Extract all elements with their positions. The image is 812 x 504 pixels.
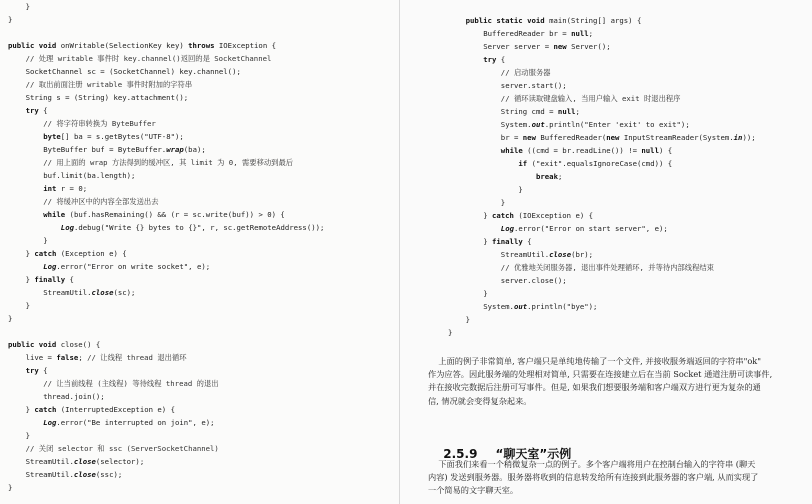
code-comment: // 取出前面注册 writable 事件时附加的字符串 xyxy=(25,80,193,89)
code-line xyxy=(0,143,399,156)
code-line xyxy=(0,481,399,494)
code-line xyxy=(400,144,812,157)
code-token: out xyxy=(531,120,545,129)
code-line xyxy=(0,247,399,260)
code-line xyxy=(0,312,399,325)
code-token: } xyxy=(25,431,30,440)
code-line xyxy=(0,208,399,221)
code-token: { xyxy=(43,366,48,375)
code-line xyxy=(400,261,812,274)
code-keyword: if xyxy=(518,159,532,168)
code-token: (ba); xyxy=(183,145,206,154)
code-line xyxy=(400,40,812,53)
code-line xyxy=(400,27,812,40)
code-token: System. xyxy=(483,302,514,311)
code-token: r = 0; xyxy=(60,184,88,193)
code-keyword: null xyxy=(571,29,589,38)
code-token: } xyxy=(25,2,30,11)
code-token: (InterruptedException e) { xyxy=(60,405,175,414)
code-line xyxy=(0,65,399,78)
code-line xyxy=(0,416,399,429)
code-line xyxy=(0,338,399,351)
code-token: ; xyxy=(557,172,563,181)
code-keyword: null xyxy=(557,107,576,116)
code-token: close xyxy=(73,470,96,479)
code-token: .error("Error on start server", e); xyxy=(513,224,668,233)
code-token: } xyxy=(43,236,48,245)
code-token: } xyxy=(518,185,523,194)
code-token: Server server = xyxy=(483,42,554,51)
paragraph-line: 内容) 发送到服务器。服务器将收到的信息转发给所有连接到此服务器的客户端, 从而实现了 xyxy=(428,472,759,483)
code-token: } xyxy=(483,289,488,298)
code-token: } xyxy=(465,315,470,324)
code-line xyxy=(400,196,812,209)
code-line xyxy=(0,468,399,481)
code-token: buf.limit(ba.length); xyxy=(43,171,136,180)
code-comment: // 优雅地关闭服务器, 退出事件处理循环, 并等待内部线程结束 xyxy=(500,263,714,272)
code-token: close xyxy=(549,250,572,259)
code-line xyxy=(0,104,399,117)
code-token: (buf.hasRemaining() && (r = sc.write(buf)) > 0) { xyxy=(69,210,285,219)
code-token: Log xyxy=(43,262,57,271)
code-token: Server(); xyxy=(571,42,611,51)
code-token: } xyxy=(25,249,35,258)
code-line xyxy=(0,273,399,286)
code-keyword: catch xyxy=(491,211,519,220)
code-line xyxy=(400,14,812,27)
code-keyword: false xyxy=(56,353,79,362)
paragraph-line: 上面的例子非常简单, 客户端只是单纯地传输了一个文件, 并接收服务端返回的字符串"ok" xyxy=(428,356,761,366)
code-token: BufferedReader( xyxy=(540,133,607,142)
code-token: .error("Be interrupted on join", e); xyxy=(56,418,215,427)
code-line xyxy=(400,157,812,170)
code-token: ByteBuffer buf = ByteBuffer. xyxy=(43,145,167,154)
code-token: } xyxy=(448,328,453,337)
code-line xyxy=(0,364,399,377)
code-keyword: try xyxy=(25,106,44,115)
code-token: .error("Error on write socket", e); xyxy=(56,262,211,271)
code-token: String cmd = xyxy=(500,107,558,116)
code-token: out xyxy=(513,302,528,311)
code-token: server.start(); xyxy=(500,81,567,90)
code-token: String s = (String) key.attachment(); xyxy=(25,93,189,102)
code-line xyxy=(0,390,399,403)
code-line xyxy=(0,91,399,104)
code-token: in xyxy=(733,133,743,142)
section-title: “聊天室”示例 xyxy=(495,447,572,461)
code-keyword: catch xyxy=(34,405,61,414)
code-token: } xyxy=(25,275,35,284)
paragraph-line: 下面我们来看一个稍微复杂一点的例子。多个客户端将用户在控制台输入的字符串 (聊天 xyxy=(428,459,756,469)
code-line xyxy=(400,209,812,222)
code-token: Log xyxy=(500,224,514,233)
code-line xyxy=(400,287,812,300)
code-token: ("exit".equalsIgnoreCase(cmd)) { xyxy=(531,159,673,168)
code-token: { xyxy=(500,55,506,64)
code-token: } xyxy=(483,237,492,246)
code-token: } xyxy=(25,405,35,414)
code-keyword: new xyxy=(606,133,624,142)
code-line xyxy=(0,39,399,52)
code-line xyxy=(400,326,812,339)
code-token: close xyxy=(73,457,96,466)
code-line xyxy=(0,351,399,364)
code-line xyxy=(0,455,399,468)
code-token: StreamUtil. xyxy=(43,288,92,297)
code-keyword: finally xyxy=(34,275,70,284)
code-token: thread.join(); xyxy=(43,392,105,401)
right-code-listing xyxy=(400,14,812,339)
code-token: ; xyxy=(588,29,594,38)
code-keyword: new xyxy=(553,42,572,51)
code-token: Log xyxy=(43,418,57,427)
code-line xyxy=(0,377,399,390)
code-token: .println("Enter 'exit' to exit"); xyxy=(544,120,690,129)
code-line xyxy=(400,183,812,196)
paragraph-line: 信, 情况就会变得复杂起来。 xyxy=(428,395,532,406)
code-token: } xyxy=(8,314,13,323)
code-keyword: int xyxy=(43,184,61,193)
right-page xyxy=(400,0,812,504)
code-keyword: break xyxy=(536,172,558,181)
code-token: { xyxy=(527,237,532,246)
code-line xyxy=(0,26,399,39)
code-token: (Exception e) { xyxy=(60,249,127,258)
code-line xyxy=(0,13,399,26)
code-line xyxy=(0,156,399,169)
code-token: StreamUtil. xyxy=(25,457,74,466)
code-line xyxy=(0,260,399,273)
code-token: StreamUtil. xyxy=(25,470,74,479)
code-line xyxy=(0,403,399,416)
code-comment: // 将字符串转换为 ByteBuffer xyxy=(43,119,156,128)
code-token: ; xyxy=(78,353,88,362)
code-token: } xyxy=(8,483,13,492)
paragraph-line: 并在接收完数据后注册可写事件。但是, 如果我们想要服务端和客户端双方进行更为复杂的通 xyxy=(428,382,761,393)
code-token: } xyxy=(8,15,13,24)
code-token: } xyxy=(500,198,506,207)
code-token: .debug("Write {} bytes to {}", r, sc.getRemoteAddress()); xyxy=(73,223,325,232)
code-line xyxy=(0,169,399,182)
code-token: onWritable(SelectionKey key) xyxy=(60,41,189,50)
code-token: ; xyxy=(575,107,580,116)
code-keyword: new xyxy=(522,133,541,142)
code-comment: // 启动服务器 xyxy=(500,68,551,77)
code-keyword: public static void xyxy=(465,16,550,25)
code-keyword: byte xyxy=(43,132,61,141)
code-line xyxy=(400,274,812,287)
code-line xyxy=(400,53,812,66)
code-keyword: public void xyxy=(8,41,61,50)
paragraph-line: 作为应答。因此服务端的处理相对简单, 只需要在连接建立后在当前 Socket 通道注册可读事件, xyxy=(428,369,773,380)
code-token: IOException { xyxy=(218,41,277,50)
code-token: (sc); xyxy=(113,288,136,297)
code-token: ((cmd = br.readLine()) != xyxy=(527,146,642,155)
code-line xyxy=(400,131,812,144)
code-token: } xyxy=(25,301,30,310)
code-line xyxy=(0,117,399,130)
code-keyword: throws xyxy=(188,41,219,50)
code-line xyxy=(400,248,812,261)
code-token: { xyxy=(69,275,74,284)
code-token: { xyxy=(43,106,48,115)
code-token: [] ba = s.getBytes("UTF-8"); xyxy=(60,132,184,141)
code-line xyxy=(0,195,399,208)
code-token: StreamUtil. xyxy=(500,250,550,259)
paragraph-1 xyxy=(428,355,812,408)
code-line xyxy=(400,313,812,326)
paragraph-2 xyxy=(428,458,812,498)
code-token: close xyxy=(91,288,114,297)
code-token: ) { xyxy=(658,146,673,155)
left-page xyxy=(0,0,400,504)
code-line xyxy=(400,79,812,92)
code-line xyxy=(0,325,399,338)
code-comment: // 处理 writable 事件时 key.channel()返回的是 SocketChannel xyxy=(25,54,272,63)
code-keyword: public void xyxy=(8,340,61,349)
code-line xyxy=(0,221,399,234)
paragraph-line: 一个简易的文字聊天室。 xyxy=(428,485,519,496)
code-token: BufferedReader br = xyxy=(483,29,572,38)
code-keyword: catch xyxy=(34,249,61,258)
code-line xyxy=(0,0,399,13)
code-token: (IOException e) { xyxy=(518,211,594,220)
code-token: wrap xyxy=(166,145,184,154)
code-token: InputStreamReader(System. xyxy=(623,133,734,142)
code-keyword: finally xyxy=(491,237,528,246)
code-line xyxy=(400,170,812,183)
code-comment: // 让线程 thread 退出循环 xyxy=(87,353,187,362)
code-token: } xyxy=(483,211,492,220)
code-comment: // 循环读取键盘输入, 当用户输入 exit 时退出程序 xyxy=(500,94,681,103)
code-token: main(String[] args) { xyxy=(549,16,642,25)
code-token: )); xyxy=(742,133,756,142)
code-line xyxy=(0,52,399,65)
code-keyword: try xyxy=(25,366,44,375)
code-line xyxy=(0,182,399,195)
code-token: (br); xyxy=(571,250,594,259)
code-line xyxy=(0,78,399,91)
code-line xyxy=(400,118,812,131)
code-keyword: null xyxy=(641,146,659,155)
code-keyword: try xyxy=(483,55,501,64)
code-line xyxy=(400,66,812,79)
code-token: SocketChannel sc = (SocketChannel) key.channel(); xyxy=(25,67,241,76)
code-line xyxy=(400,222,812,235)
left-code-listing xyxy=(0,0,399,494)
code-token: .println("bye"); xyxy=(527,302,598,311)
code-line xyxy=(400,92,812,105)
code-line xyxy=(400,235,812,248)
code-token: server.close(); xyxy=(500,276,567,285)
code-comment: // 将缓冲区中的内容全部发送出去 xyxy=(43,197,159,206)
code-line xyxy=(0,286,399,299)
code-line xyxy=(400,300,812,313)
section-number: 2.5.9 xyxy=(443,447,478,461)
code-keyword: while xyxy=(43,210,70,219)
code-token: live = xyxy=(25,353,57,362)
code-comment: // 用上面的 wrap 方法得到的缓冲区, 其 limit 为 0, 需要移动到最后 xyxy=(43,158,294,167)
code-keyword: while xyxy=(500,146,528,155)
code-line xyxy=(0,130,399,143)
code-line xyxy=(0,442,399,455)
code-line xyxy=(400,105,812,118)
code-token: close() { xyxy=(60,340,101,349)
code-token: (ssc); xyxy=(95,470,123,479)
code-comment: // 让当前线程 (主线程) 等待线程 thread 的退出 xyxy=(43,379,219,388)
code-token: br = xyxy=(500,133,523,142)
code-token: System. xyxy=(500,120,532,129)
code-line xyxy=(0,299,399,312)
code-token: Log xyxy=(60,223,74,232)
code-token: (selector); xyxy=(95,457,145,466)
code-comment: // 关闭 selector 和 ssc (ServerSocketChannel) xyxy=(25,444,219,453)
code-line xyxy=(0,429,399,442)
code-line xyxy=(0,234,399,247)
